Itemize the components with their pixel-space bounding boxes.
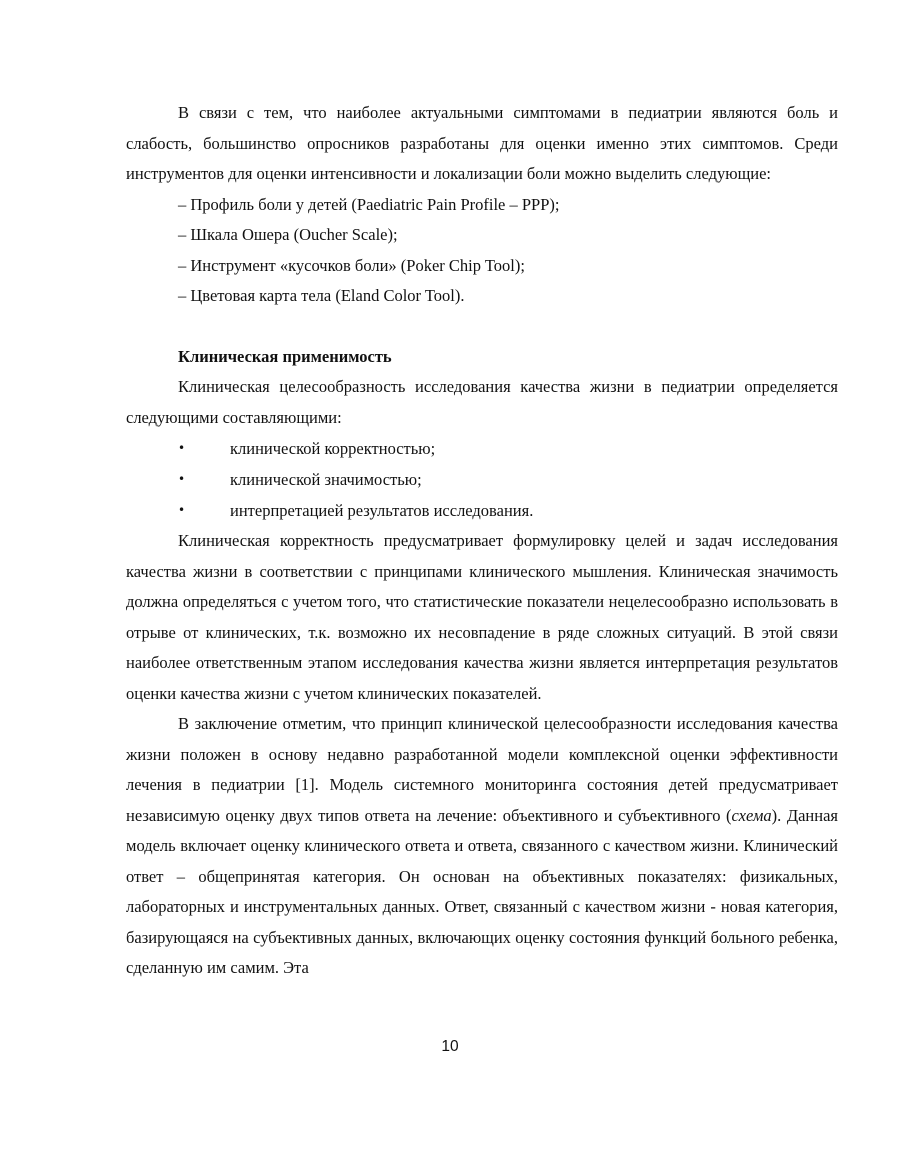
paragraph-text: В заключение отметим, что принцип клинической целесообразности исследования качества жизни положен в основу недавно разработанной модели комплексной оценки эффективности лечения в педиатрии [1]. Модель системного мониторинга состояния детей предусматривает независимую оценку двух типов ответа на лечение: объективного и субъективного ( bbox=[126, 714, 838, 825]
italic-term: схема bbox=[731, 805, 772, 825]
list-item bbox=[126, 495, 838, 526]
list-item-text: клинической значимостью; bbox=[230, 470, 422, 489]
components-list bbox=[126, 433, 838, 526]
paragraph-symptoms: В связи с тем, что наиболее актуальными симптомами в педиатрии являются боль и слабость, большинство опросников разработаны для оценки именно этих симптомов. Среди инструментов для оценки интенсивности и локализации боли можно выделить следующие: bbox=[126, 103, 838, 183]
section-heading: Клиническая применимость bbox=[178, 346, 392, 366]
page-body bbox=[126, 98, 838, 984]
page-number: 10 bbox=[441, 1038, 459, 1055]
pain-tools-list bbox=[126, 190, 838, 312]
paragraph-feasibility: Клиническая целесообразность исследования качества жизни в педиатрии определяется следующими составляющими: bbox=[126, 377, 838, 427]
bullet-icon: • bbox=[178, 503, 186, 517]
paragraph-correctness: Клиническая корректность предусматривает формулировку целей и задач исследования качества жизни в соответствии с принципами клинического мышления. Клиническая значимость должна определяться с учетом того, что статистические показатели нецелесообразно использовать в отрыве от клинических, т.к. возможно их несовпадение в ряде сложных ситуаций. В этой связи наиболее ответственным этапом исследования качества жизни является интерпретация результатов оценки качества жизни с учетом клинических показателей. bbox=[126, 531, 838, 703]
list-item-text: интерпретацией результатов исследования. bbox=[230, 501, 534, 520]
list-item bbox=[126, 433, 838, 464]
paragraph-conclusion bbox=[126, 709, 838, 984]
list-item bbox=[126, 464, 838, 495]
list-item-text: клинической корректностью; bbox=[230, 439, 436, 458]
bullet-icon: • bbox=[178, 472, 186, 486]
spacer bbox=[126, 312, 838, 342]
list-item: – Инструмент «кусочков боли» (Poker Chip Tool); bbox=[178, 255, 525, 275]
bullet-icon: • bbox=[178, 441, 186, 455]
list-item: – Профиль боли у детей (Paediatric Pain Profile – PPP); bbox=[178, 194, 560, 214]
list-item: – Цветовая карта тела (Eland Color Tool). bbox=[178, 286, 465, 305]
list-item: – Шкала Ошера (Oucher Scale); bbox=[178, 225, 398, 244]
paragraph-text: ). Данная модель включает оценку клинического ответа и ответа, связанного с качеством жизни. Клинический ответ – общепринятая категория. Он основан на объективных показателях: физикальных, лабораторных и инструментальных данных. Ответ, связанный с качеством жизни - новая категория, базирующаяся на субъективных данных, включающих оценку состояния функций больного ребенка, сделанную им самим. Эта bbox=[126, 805, 838, 977]
